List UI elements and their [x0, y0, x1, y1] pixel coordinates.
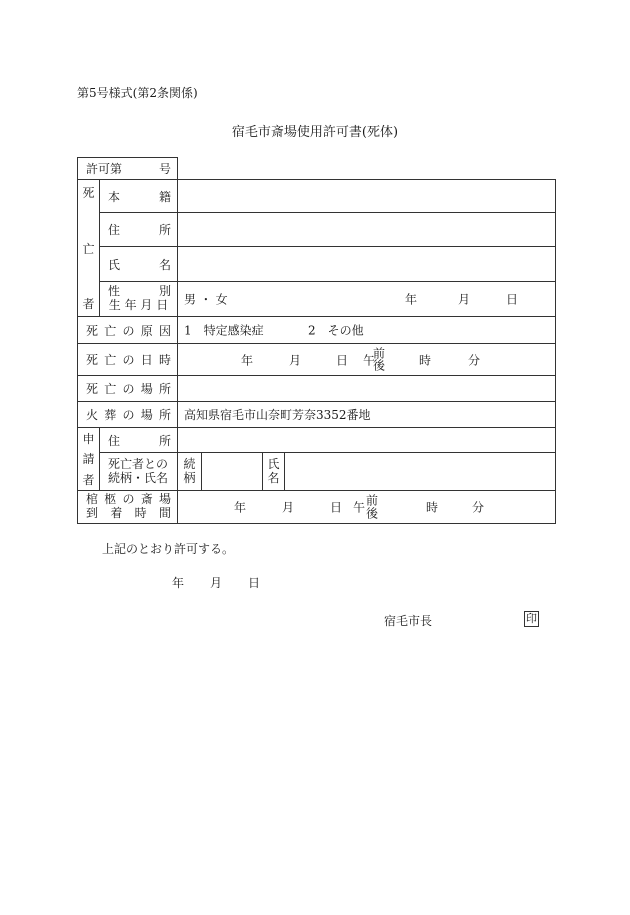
cause-option-infectious: 1 特定感染症 — [184, 323, 264, 338]
deceased-name-label: 氏 名 — [100, 247, 178, 281]
honseki-label: 本 籍 — [100, 180, 178, 213]
document-title: 宿毛市斎場使用許可書(死体) — [231, 125, 399, 140]
form-number-label: 第5号様式(第2条関係) — [77, 86, 198, 100]
relation-value[interactable] — [202, 453, 263, 491]
death-datetime-label: 死 亡 の 日 時 — [78, 344, 178, 376]
sex-options: 男 ・ 女 — [184, 292, 228, 307]
permit-form-table — [77, 157, 556, 524]
cremation-place-value: 高知県宿毛市山奈町芳奈3352番地 — [178, 402, 556, 428]
row-honseki — [78, 180, 556, 213]
row-deceased-address — [78, 213, 556, 247]
applicant-name-value[interactable] — [285, 453, 556, 491]
applicant-address-label: 住 所 — [100, 428, 178, 453]
row-death-datetime — [78, 344, 556, 376]
permit-statement: 上記のとおり許可する。 — [102, 542, 235, 556]
row-coffin-arrival — [78, 491, 556, 524]
mayor-signature-label: 宿毛市長 — [384, 614, 433, 628]
applicant-group-label: 申 請 者 — [78, 428, 100, 491]
applicant-address-value[interactable] — [178, 428, 556, 453]
deceased-group-label: 死 亡 者 — [78, 180, 100, 317]
coffin-arrival-label: 棺 柩 の 斎 場 到 着 時 間 — [78, 491, 178, 524]
row-applicant-address — [78, 428, 556, 453]
birth-day-unit: 日 — [506, 292, 519, 307]
cremation-place-label: 火 葬 の 場 所 — [78, 402, 178, 428]
birth-year-unit: 年 — [405, 292, 418, 307]
coffin-arrival-value[interactable]: 年 月 日 午 前 後 時 分 — [178, 491, 556, 524]
row-cremation-place — [78, 402, 556, 428]
death-place-value[interactable] — [178, 376, 556, 402]
shimei-label: 氏 名 — [263, 453, 285, 491]
row-death-place — [78, 376, 556, 402]
birth-month-unit: 月 — [458, 292, 471, 307]
cause-label: 死 亡 の 原 因 — [78, 317, 178, 344]
relation-label: 死亡者との 続柄・氏名 — [100, 453, 178, 491]
permit-number-value — [178, 158, 556, 180]
sex-birthdate-value[interactable] — [178, 281, 556, 316]
row-sex-birthdate — [78, 281, 556, 316]
row-cause-of-death — [78, 317, 556, 344]
issue-date: 年 月 日 — [172, 576, 261, 590]
sex-birthdate-label: 性 別 生 年 月 日 — [100, 281, 178, 316]
cause-value[interactable] — [178, 317, 556, 344]
row-permit-number — [78, 158, 556, 180]
zokugara-label: 続 柄 — [178, 453, 202, 491]
deceased-name-value[interactable] — [178, 247, 556, 281]
row-deceased-name — [78, 247, 556, 281]
permit-number-label: 許 可 第 号 — [78, 158, 178, 180]
deceased-address-label: 住 所 — [100, 213, 178, 247]
deceased-address-value[interactable] — [178, 213, 556, 247]
row-applicant-relation — [78, 453, 556, 491]
cause-option-other: 2 その他 — [308, 323, 364, 338]
death-place-label: 死 亡 の 場 所 — [78, 376, 178, 402]
death-datetime-value[interactable]: 年 月 日 午 前 後 時 分 — [178, 344, 556, 376]
honseki-value[interactable] — [178, 180, 556, 213]
seal-box: 印 — [526, 612, 537, 625]
